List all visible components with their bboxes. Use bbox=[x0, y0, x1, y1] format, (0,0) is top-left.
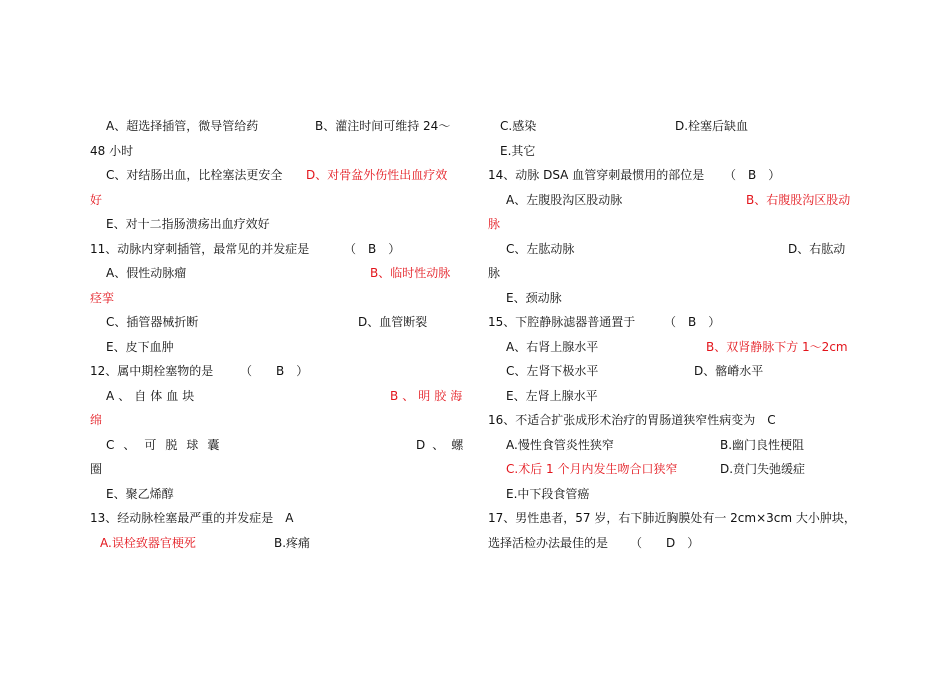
q16-option-b: B.幽门良性梗阻 bbox=[720, 437, 805, 452]
q11-option-a: A、假性动脉瘤 bbox=[106, 266, 187, 280]
q11-line-e bbox=[90, 337, 470, 362]
q16-line-cd bbox=[488, 459, 868, 484]
q11-line-ab bbox=[90, 263, 470, 288]
q14-line-d-cont bbox=[488, 263, 868, 288]
q14-option-c: C、左肱动脉 bbox=[506, 241, 575, 256]
q14-line-b-cont bbox=[488, 214, 868, 239]
q10-option-d-correct: D、对骨盆外伤性出血疗效 bbox=[306, 168, 448, 182]
q10-line-ab bbox=[90, 116, 470, 141]
q14-line-e bbox=[488, 288, 868, 313]
q12-option-b-correct: B、明胶海 bbox=[390, 388, 467, 403]
q10-option-e: E、对十二指肠溃疡出血疗效好 bbox=[106, 217, 270, 231]
q12-line-cd bbox=[90, 435, 470, 460]
q16-line-ab bbox=[488, 435, 868, 460]
q11-option-e: E、皮下血肿 bbox=[106, 339, 174, 354]
q10-option-d-continued: 好 bbox=[90, 192, 103, 207]
q15-line-ab bbox=[488, 337, 868, 362]
q17-stem-continued: 选择活检办法最佳的是 bbox=[488, 535, 609, 550]
q10-option-b-continued: 48 小时 bbox=[90, 143, 134, 158]
q12-option-c: C、可脱球囊 bbox=[106, 437, 229, 452]
q14-answer: （ B ） bbox=[724, 168, 781, 182]
q16-option-d: D.贲门失弛缓症 bbox=[720, 462, 806, 476]
q12-option-a: A、自体血块 bbox=[106, 388, 199, 403]
q14-stem: 14、动脉 DSA 血管穿刺最惯用的部位是 bbox=[488, 168, 705, 182]
q12-line-b-cont bbox=[90, 410, 470, 435]
q15-option-e: E、左肾上腺水平 bbox=[506, 388, 598, 403]
q10-option-b: B、灌注时间可维持 24～ bbox=[315, 119, 451, 133]
q16-stem: 16、不适合扩张成形术治疗的胃肠道狭窄性病变为 C bbox=[488, 413, 776, 427]
q12-stem-line bbox=[90, 361, 470, 386]
q12-answer: （ B ） bbox=[240, 364, 309, 378]
left-column bbox=[90, 116, 470, 557]
q11-option-b-correct: B、临时性动脉 bbox=[370, 266, 451, 280]
q11-option-c: C、插管器械折断 bbox=[106, 315, 199, 329]
q15-option-d: D、髂嵴水平 bbox=[694, 364, 764, 378]
q11-stem: 11、动脉内穿刺插管，最常见的并发症是 bbox=[90, 241, 310, 256]
q13-line-ab bbox=[90, 533, 470, 558]
q14-line-cd bbox=[488, 239, 868, 264]
q14-option-a: A、左腹股沟区股动脉 bbox=[506, 192, 623, 207]
q10-option-a: A、超选择插管，微导管给药 bbox=[106, 119, 259, 133]
q17-answer: （ D ） bbox=[630, 535, 700, 550]
q10-line-e bbox=[90, 214, 470, 239]
q14-option-d-continued: 脉 bbox=[488, 266, 501, 280]
right-column bbox=[488, 116, 868, 557]
q15-line-e bbox=[488, 386, 868, 411]
q17-stem-line bbox=[488, 508, 868, 533]
q11-line-cd bbox=[90, 312, 470, 337]
q17-stem: 17、男性患者，57 岁，右下肺近胸膜处有一 2cm×3cm 大小肿块， bbox=[488, 511, 856, 525]
q10-line-d-cont bbox=[90, 190, 470, 215]
q13-stem-line bbox=[90, 508, 470, 533]
q14-option-b-continued: 脉 bbox=[488, 217, 501, 231]
q12-option-d-continued: 圈 bbox=[90, 462, 103, 476]
q16-option-e: E.中下段食管癌 bbox=[506, 486, 590, 501]
q13-option-b: B.疼痛 bbox=[274, 535, 311, 550]
q12-stem: 12、属中期栓塞物的是 bbox=[90, 364, 214, 378]
q15-stem: 15、下腔静脉滤器普通置于 bbox=[488, 315, 636, 329]
q16-option-a: A.慢性食管炎性狭窄 bbox=[506, 437, 614, 452]
q10-option-c: C、对结肠出血，比栓塞法更安全 bbox=[106, 168, 283, 182]
q14-option-d: D、右肱动 bbox=[788, 241, 846, 256]
q14-stem-line bbox=[488, 165, 868, 190]
q12-option-d: D、螺 bbox=[416, 437, 471, 452]
q11-option-b-continued: 痉挛 bbox=[90, 290, 115, 305]
q15-answer: （ B ） bbox=[664, 315, 721, 329]
q15-option-b-correct: B、双肾静脉下方 1～2cm bbox=[706, 339, 848, 354]
q13-option-a-correct: A.误栓致器官梗死 bbox=[100, 535, 196, 550]
q16-stem-line bbox=[488, 410, 868, 435]
q11-answer: （ B ） bbox=[344, 241, 401, 256]
q10-line-cd bbox=[90, 165, 470, 190]
q12-line-ab bbox=[90, 386, 470, 411]
q15-option-c: C、左肾下极水平 bbox=[506, 364, 599, 378]
q15-line-cd bbox=[488, 361, 868, 386]
q17-stem-line-2 bbox=[488, 533, 868, 558]
q10-line-b-cont bbox=[90, 141, 470, 166]
q15-stem-line bbox=[488, 312, 868, 337]
q16-line-e bbox=[488, 484, 868, 509]
q14-line-ab bbox=[488, 190, 868, 215]
q12-line-d-cont bbox=[90, 459, 470, 484]
q15-option-a: A、右肾上腺水平 bbox=[506, 339, 599, 354]
q11-line-b-cont bbox=[90, 288, 470, 313]
q14-option-e: E、颈动脉 bbox=[506, 290, 562, 305]
q13-line-cd bbox=[488, 116, 868, 141]
q11-option-d: D、血管断裂 bbox=[358, 315, 428, 329]
q12-option-e: E、聚乙烯醇 bbox=[106, 486, 174, 501]
q13-option-c: C.感染 bbox=[500, 119, 537, 133]
q13-line-e bbox=[488, 141, 868, 166]
q12-option-b-continued: 绵 bbox=[90, 413, 103, 427]
q13-option-e: E.其它 bbox=[500, 143, 536, 158]
q16-option-c-correct: C.术后 1 个月内发生吻合口狭窄 bbox=[506, 462, 678, 476]
q13-option-d: D.栓塞后缺血 bbox=[675, 119, 749, 133]
q11-stem-line bbox=[90, 239, 470, 264]
q12-line-e bbox=[90, 484, 470, 509]
q14-option-b-correct: B、右腹股沟区股动 bbox=[746, 192, 851, 207]
q13-stem: 13、经动脉栓塞最严重的并发症是 A bbox=[90, 511, 294, 525]
